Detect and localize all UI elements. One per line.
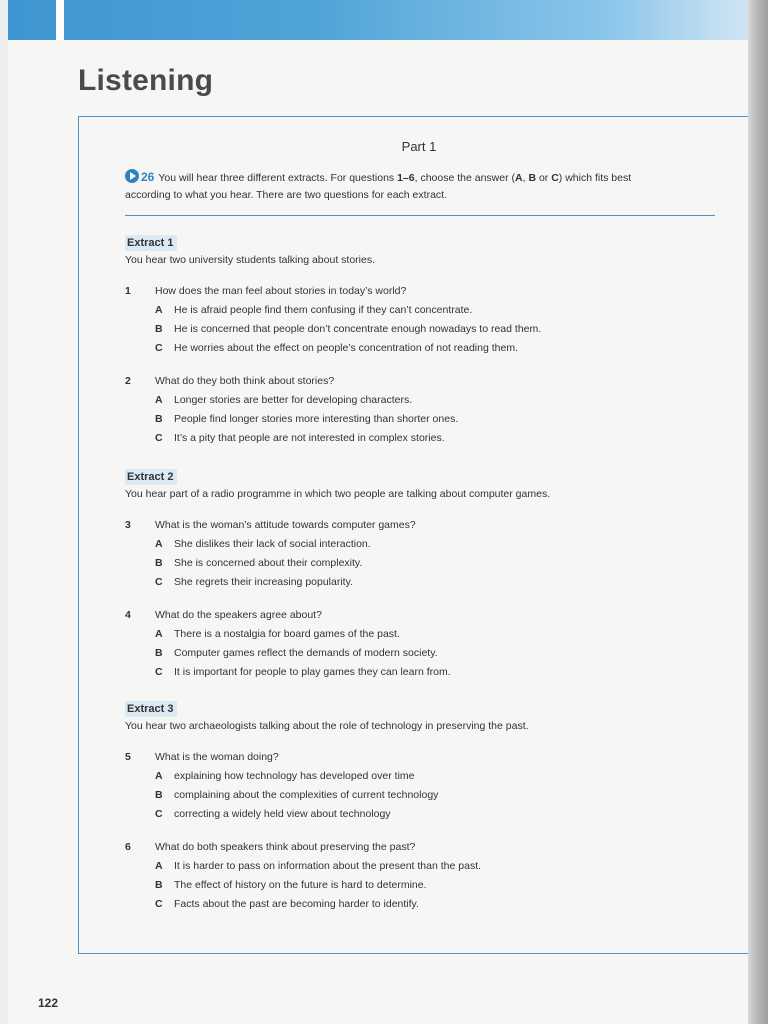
question-item [125, 519, 725, 599]
option-letter: C [155, 808, 163, 820]
question-item [125, 841, 725, 921]
option-text: Longer stories are better for developing characters. [174, 394, 413, 406]
book-page [8, 0, 760, 1024]
option-letter: B [155, 323, 163, 335]
divider [125, 215, 715, 216]
question-text: What do they both think about stories? [155, 375, 335, 387]
option-letter: B [155, 789, 163, 801]
audio-play-icon[interactable] [125, 169, 139, 183]
option-letter: A [155, 628, 163, 640]
option-letter: C [155, 666, 163, 678]
option-text: There is a nostalgia for board games of the past. [174, 628, 400, 640]
question-number: 4 [125, 609, 131, 621]
option-letter: A [155, 538, 163, 550]
question-text: What do both speakers think about preserving the past? [155, 841, 416, 853]
instructions-line-2: according to what you hear. There are two questions for each extract. [125, 189, 447, 201]
option-text: It’s a pity that people are not interested in complex stories. [174, 432, 445, 444]
header-tab-marker [56, 0, 64, 40]
option-letter: B [155, 557, 163, 569]
question-item [125, 609, 725, 689]
option-text: He is afraid people find them confusing if they can’t concentrate. [174, 304, 473, 316]
question-number: 6 [125, 841, 131, 853]
option-text: He is concerned that people don’t concentrate enough nowadays to read them. [174, 323, 542, 335]
option-text: She dislikes their lack of social interaction. [174, 538, 371, 550]
extract-label: Extract 1 [125, 235, 177, 251]
option-letter: C [155, 576, 163, 588]
option-text: He worries about the effect on people’s concentration of not reading them. [174, 342, 518, 354]
option-text: It is harder to pass on information about the present than the past. [174, 860, 482, 872]
question-number: 5 [125, 751, 131, 763]
option-text: complaining about the complexities of current technology [174, 789, 439, 801]
track-number: 26 [141, 170, 155, 184]
question-item [125, 285, 725, 365]
header-band [8, 0, 760, 40]
option-letter: A [155, 304, 163, 316]
book-spine-shadow [748, 0, 768, 1024]
question-item [125, 375, 725, 455]
question-text: How does the man feel about stories in today’s world? [155, 285, 407, 297]
question-text: What is the woman’s attitude towards computer games? [155, 519, 416, 531]
option-text: Facts about the past are becoming harder to identify. [174, 898, 419, 910]
option-letter: A [155, 394, 163, 406]
instructions: 26 You will hear three different extracts. For questions 1–6, choose the answer (A, B or C) which fits best according to what you hear. There are two questions for each extract. [125, 170, 632, 201]
extract-description: You hear part of a radio programme in which two people are talking about computer games. [125, 488, 551, 500]
extract-label: Extract 3 [125, 701, 177, 717]
option-letter: B [155, 413, 163, 425]
option-letter: C [155, 342, 163, 354]
page-number: 122 [38, 996, 59, 1010]
option-letter: A [155, 860, 163, 872]
option-letter: A [155, 770, 163, 782]
part-title: Part 1 [401, 139, 437, 154]
option-letter: B [155, 879, 163, 891]
option-text: She is concerned about their complexity. [174, 557, 363, 569]
exercise-frame [78, 116, 758, 954]
question-item [125, 751, 725, 831]
option-text: The effect of history on the future is hard to determine. [174, 879, 427, 891]
extract-description: You hear two university students talking about stories. [125, 254, 376, 266]
question-text: What do the speakers agree about? [155, 609, 322, 621]
option-letter: C [155, 432, 163, 444]
option-text: correcting a widely held view about technology [174, 808, 391, 820]
option-text: People find longer stories more interesting than shorter ones. [174, 413, 459, 425]
option-text: explaining how technology has developed over time [174, 770, 415, 782]
question-number: 1 [125, 285, 131, 297]
extract-description: You hear two archaeologists talking about the role of technology in preserving the past. [125, 720, 529, 732]
option-text: Computer games reflect the demands of modern society. [174, 647, 438, 659]
question-number: 2 [125, 375, 131, 387]
option-letter: C [155, 898, 163, 910]
question-number: 3 [125, 519, 131, 531]
option-letter: B [155, 647, 163, 659]
option-text: She regrets their increasing popularity. [174, 576, 353, 588]
extract-label: Extract 2 [125, 469, 177, 485]
section-title: Listening [78, 64, 214, 97]
question-text: What is the woman doing? [155, 751, 279, 763]
option-text: It is important for people to play games they can learn from. [174, 666, 451, 678]
